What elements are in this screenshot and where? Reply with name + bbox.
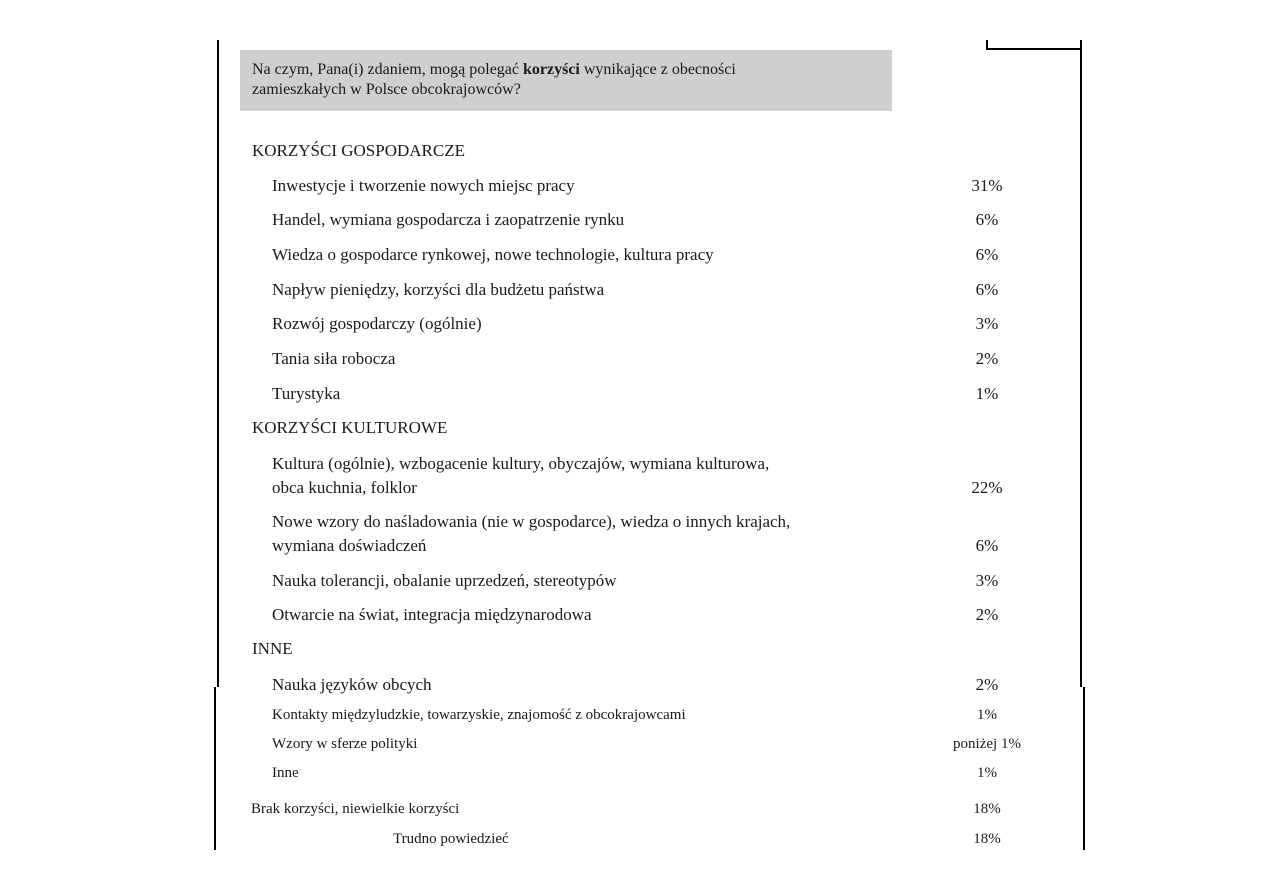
other-item-value: poniżej 1% [953,736,1021,752]
cultural-item-value: 2% [975,605,999,624]
economic-item-label: Wiedza o gospodarce rynkowej, nowe technologie, kultura pracy [272,245,714,264]
category-economic: KORZYŚCI GOSPODARCZE [252,141,465,160]
total-label-no-benefits: Brak korzyści, niewielkie korzyści [251,801,460,817]
other-item-value: 2% [975,675,999,694]
right-border-line [1080,40,1082,687]
question-text-bold: korzyści [523,61,580,78]
other-item-value: 1% [977,707,997,723]
cultural-item-label: Otwarcie na świat, integracja międzynarodowa [272,605,592,624]
question-text-before: Na czym, Pana(i) zdaniem, mogą polegać [252,61,523,78]
cultural-item-label: Nauka tolerancji, obalanie uprzedzeń, stereotypów [272,571,617,590]
left-border-line-lower [214,687,216,850]
question-header [240,50,892,111]
question-text-line2: zamieszkałych w Polsce obcokrajowców? [252,81,521,98]
cultural-item-label-line1: Kultura (ogólnie), wzbogacenie kultury, obyczajów, wymiana kulturowa, [272,454,770,473]
economic-item-value: 2% [975,349,999,368]
economic-item-label: Rozwój gospodarczy (ogólnie) [272,314,482,333]
economic-item-label: Inwestycje i tworzenie nowych miejsc pracy [272,176,575,195]
economic-item-value: 31% [971,176,1003,195]
top-corner-line [986,48,1082,50]
other-item-label: Wzory w sferze polityki [272,736,418,752]
economic-item-value: 3% [975,314,999,333]
cultural-item-label-line1: Nowe wzory do naśladowania (nie w gospodarce), wiedza o innych krajach, [272,512,791,531]
total-value-hard-to-say: 18% [973,831,1001,847]
other-item-value: 1% [977,765,997,781]
economic-item-label: Napływ pieniędzy, korzyści dla budżetu państwa [272,280,605,299]
cultural-item-value: 6% [975,536,999,555]
category-cultural: KORZYŚCI KULTUROWE [252,418,448,437]
economic-item-value: 6% [975,210,999,229]
economic-item-value: 6% [975,280,999,299]
other-item-label: Inne [272,765,299,781]
category-other: INNE [252,639,293,658]
total-label-hard-to-say: Trudno powiedzieć [393,831,509,847]
left-border-line [217,40,219,687]
other-item-label: Nauka języków obcych [272,675,432,694]
cultural-item-label-line2: obca kuchnia, folklor [272,478,417,497]
question-text-after: wynikające z obecności [579,61,736,78]
economic-item-label: Tania siła robocza [272,349,396,368]
economic-item-label: Turystyka [272,384,341,403]
economic-item-value: 1% [975,384,999,403]
economic-item-value: 6% [975,245,999,264]
economic-item-label: Handel, wymiana gospodarcza i zaopatrzenie rynku [272,210,625,229]
cultural-item-label-line2: wymiana doświadczeń [272,536,427,555]
cultural-item-value: 3% [975,571,999,590]
total-value-no-benefits: 18% [973,801,1001,817]
cultural-item-value: 22% [971,478,1003,497]
other-item-label: Kontakty międzyludzkie, towarzyskie, znajomość z obcokrajowcami [272,707,686,723]
right-border-line-lower [1083,687,1085,850]
